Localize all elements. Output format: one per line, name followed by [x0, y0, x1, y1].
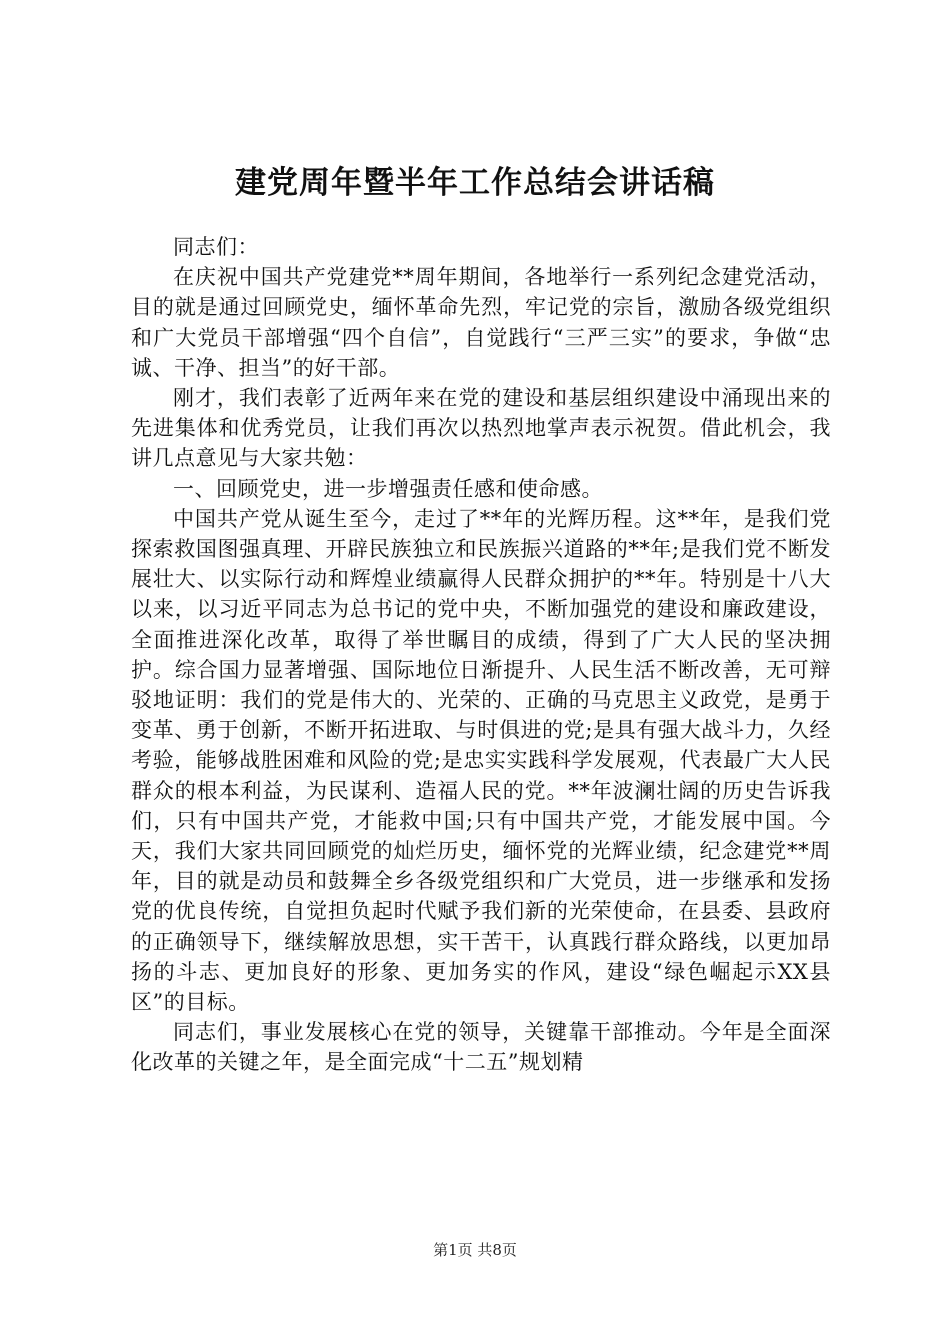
- paragraph: 在庆祝中国共产党建党**周年期间，各地举行一系列纪念建党活动，目的就是通过回顾党史，缅怀革命先烈，牢记党的宗旨，激励各级党组织和广大党员干部增强“四个自信”，自觉践行“三严三实”的要求，争做“忠诚、干净、担当”的好干部。: [131, 265, 831, 380]
- section-heading: 一、回顾党史，进一步增强责任感和使命感。: [173, 476, 603, 501]
- page-number-footer: 第1页 共8页: [433, 1241, 517, 1259]
- paragraph: 刚才，我们表彰了近两年来在党的建设和基层组织建设中涌现出来的先进集体和优秀党员，让我们再次以热烈地掌声表示祝贺。借此机会，我讲几点意见与大家共勉：: [131, 386, 831, 471]
- paragraph: 同志们，事业发展核心在党的领导，关键靠干部推动。今年是全面深化改革的关键之年，是全面完成“十二五”规划精: [131, 1020, 831, 1075]
- paragraph: 中国共产党从诞生至今，走过了**年的光辉历程。这**年，是我们党探索救国图强真理、开辟民族独立和民族振兴道路的**年;是我们党不断发展壮大、以实际行动和辉煌业绩赢得人民群众拥护的**年。特别是十八大以来，以习近平同志为总书记的党中央，不断加强党的建设和廉政建设，全面推进深化改革，取得了举世瞩目的成绩，得到了广大人民的坚决拥护。综合国力显著增强、国际地位日渐提升、人民生活不断改善，无可辩驳地证明：我们的党是伟大的、光荣的、正确的马克思主义政党，是勇于变革、勇于创新，不断开拓进取、与时俱进的党;是具有强大战斗力，久经考验，能够战胜困难和风险的党;是忠实实践科学发展观，代表最广大人民群众的根本利益，为民谋利、造福人民的党。**年波澜壮阔的历史告诉我们，只有中国共产党，才能救中国;只有中国共产党，才能发展中国。今天，我们大家共同回顾党的灿烂历史，缅怀党的光辉业绩，纪念建党**周年，目的就是动员和鼓舞全乡各级党组织和广大党员，进一步继承和发扬党的优良传统，自觉担负起时代赋予我们新的光荣使命，在县委、县政府的正确领导下，继续解放思想，实干苦干，认真践行群众路线，以更加昂扬的斗志、更加良好的形象、更加务实的作风，建设“绿色崛起示XX县区”的目标。: [131, 506, 831, 1015]
- document-body: [131, 232, 831, 1078]
- document-title: 建党周年暨半年工作总结会讲话稿: [235, 165, 715, 201]
- paragraph: 同志们：: [173, 235, 259, 259]
